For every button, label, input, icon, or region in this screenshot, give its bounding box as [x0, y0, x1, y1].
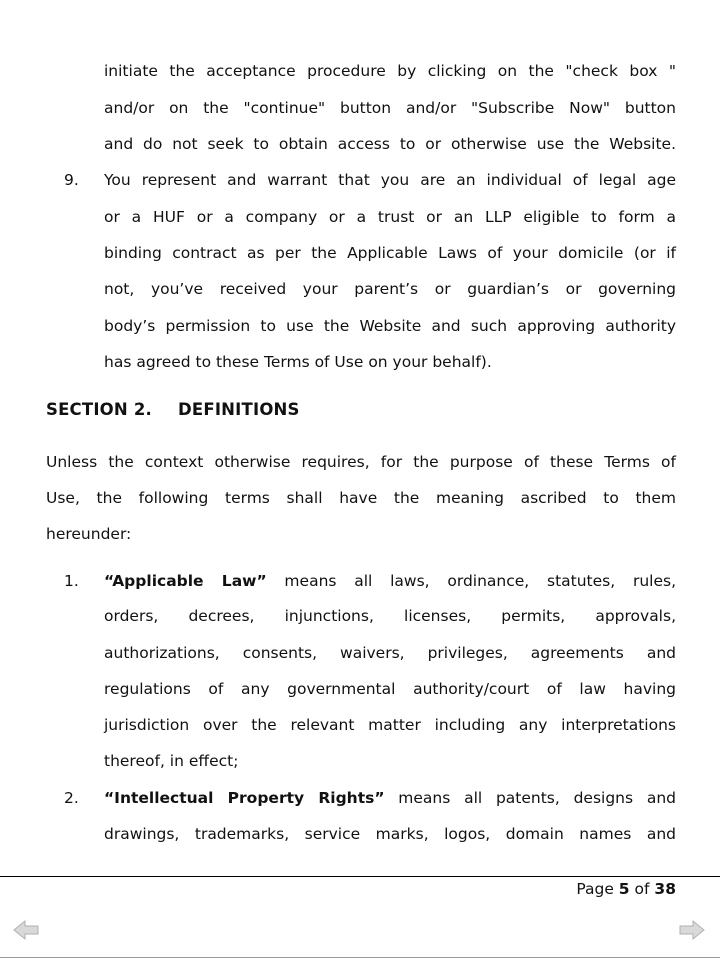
page-label: Page	[576, 880, 614, 898]
paragraph-line: not, you’ve received your parent’s or guardian’s or governing	[104, 280, 676, 298]
paragraph-line: thereof, in effect;	[104, 752, 239, 770]
footer-divider	[0, 876, 720, 877]
definition-first-line	[104, 571, 676, 591]
arrow-right-icon	[678, 918, 706, 942]
current-page: 5	[618, 880, 630, 898]
paragraph-line: Unless the context otherwise requires, for the purpose of these Terms of	[46, 453, 676, 471]
defined-term: “Applicable Law”	[104, 572, 267, 590]
paragraph-line: has agreed to these Terms of Use on your behalf).	[104, 353, 492, 371]
section-title: DEFINITIONS	[178, 400, 300, 419]
defined-term: “Intellectual Property Rights”	[104, 789, 385, 807]
paragraph-line: Use, the following terms shall have the meaning ascribed to them	[46, 489, 676, 507]
section-number: SECTION 2.	[46, 400, 152, 419]
paragraph-line: You represent and warrant that you are an individual of legal age	[104, 171, 676, 189]
previous-page-button[interactable]	[12, 918, 40, 942]
arrow-left-icon	[12, 918, 40, 942]
list-number: 9.	[64, 171, 79, 189]
of-label: of	[634, 880, 650, 898]
list-number: 2.	[64, 789, 79, 807]
paragraph-line: authorizations, consents, waivers, privileges, agreements and	[104, 644, 676, 662]
paragraph-line: and do not seek to obtain access to or otherwise use the Website.	[104, 135, 676, 153]
paragraph-line: jurisdiction over the relevant matter including any interpretations	[104, 716, 676, 734]
bottom-divider	[0, 957, 720, 958]
list-number: 1.	[64, 572, 79, 590]
paragraph-line: orders, decrees, injunctions, licenses, permits, approvals,	[104, 607, 676, 625]
paragraph-line: binding contract as per the Applicable Laws of your domicile (or if	[104, 244, 676, 262]
paragraph-line: or a HUF or a company or a trust or an LLP eligible to form a	[104, 208, 676, 226]
paragraph-line: initiate the acceptance procedure by clicking on the "check box "	[104, 62, 676, 80]
paragraph-line: hereunder:	[46, 525, 132, 543]
paragraph-line: regulations of any governmental authority/court of law having	[104, 680, 676, 698]
section-heading	[46, 400, 300, 420]
paragraph-line: drawings, trademarks, service marks, logos, domain names and	[104, 825, 676, 843]
paragraph-line: body’s permission to use the Website and such approving authority	[104, 317, 676, 335]
next-page-button[interactable]	[678, 918, 706, 942]
definition-text: means all laws, ordinance, statutes, rules,	[266, 572, 676, 590]
page-indicator	[576, 879, 676, 899]
total-pages: 38	[654, 880, 676, 898]
definition-text: means all patents, designs and	[384, 789, 676, 807]
definition-first-line	[104, 788, 676, 808]
paragraph-line: and/or on the "continue" button and/or "Subscribe Now" button	[104, 99, 676, 117]
